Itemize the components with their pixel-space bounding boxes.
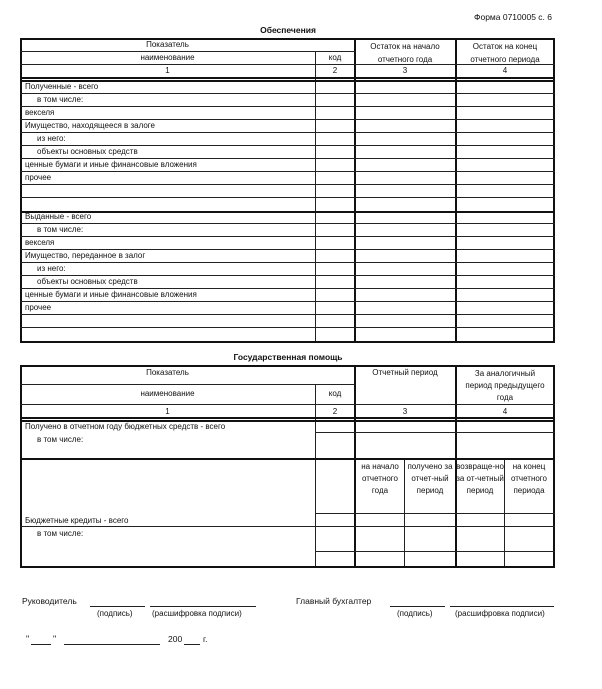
table2-col4-num: 4 xyxy=(502,407,508,416)
table1-row-line xyxy=(20,314,555,315)
accountant-label: Главный бухгалтер xyxy=(296,596,372,606)
date-year-suffix: г. xyxy=(203,634,208,644)
table1-row-line xyxy=(20,288,555,289)
accountant-decode-line[interactable] xyxy=(450,606,554,607)
head-sign-line[interactable] xyxy=(90,606,145,607)
table1-row-line xyxy=(20,249,555,250)
head-decode-caption: (расшифровка подписи) xyxy=(152,609,242,618)
accountant-decode-caption: (расшифровка подписи) xyxy=(455,609,545,618)
table1-col2-num: 2 xyxy=(332,66,338,75)
table1-end-header: Остаток на конец отчетного периода xyxy=(470,42,540,64)
table2-col1-num: 1 xyxy=(165,407,170,416)
table1-row-line xyxy=(20,145,555,146)
table1-indicator-header: Показатель xyxy=(146,40,189,49)
date-day-line[interactable] xyxy=(31,644,51,645)
table1-row-line xyxy=(20,262,555,263)
table2-prev-header: За аналогичный период предыдущего года xyxy=(465,369,545,402)
head-label: Руководитель xyxy=(22,596,77,606)
table2-col3-num: 3 xyxy=(402,407,408,416)
subheader-end: на конец отчетного периода xyxy=(510,462,547,495)
row-received-budget: Получено в отчетном году бюджетных средств - всего xyxy=(25,422,226,431)
table1-start-header: Остаток на начало отчетного года xyxy=(370,42,440,64)
table1-row-label: ценные бумаги и иные финансовые вложения xyxy=(25,290,197,299)
table1-row-line xyxy=(20,236,555,237)
table1-row-line xyxy=(20,223,555,224)
table1-row-label: в том числе: xyxy=(37,95,84,104)
table1-row-label: ценные бумаги и иные финансовые вложения xyxy=(25,160,197,169)
table1-row-label: Полученные - всего xyxy=(25,82,99,91)
table2-indicator-header: Показатель xyxy=(146,368,189,377)
table1-row-label: объекты основных средств xyxy=(37,147,138,156)
row-budget-credits: Бюджетные кредиты - всего xyxy=(25,516,129,525)
table1-row-label: Имущество, переданное в залог xyxy=(25,251,146,260)
table1-col1-num: 1 xyxy=(165,66,170,75)
table1-row-line xyxy=(20,119,555,120)
subheader-start: на начало отчетного года xyxy=(361,462,399,495)
table1-row-label: прочее xyxy=(25,173,52,182)
subheader-returned: возвраще-но за от-четный период xyxy=(456,462,504,495)
table1-row-line xyxy=(20,327,555,328)
table2-col2-num: 2 xyxy=(332,407,338,416)
table1-row-line xyxy=(20,132,555,133)
table1-row-label: из него: xyxy=(37,134,66,143)
date-month-line[interactable] xyxy=(64,644,160,645)
table1-code-header: код xyxy=(328,53,342,62)
row-including-2: в том числе: xyxy=(37,529,84,538)
head-decode-line[interactable] xyxy=(150,606,256,607)
table1-title: Обеспечения xyxy=(260,25,316,35)
table1-row-line xyxy=(20,158,555,159)
head-sign-caption: (подпись) xyxy=(97,609,133,618)
date-quote-close: " xyxy=(53,634,57,644)
table1-row-line xyxy=(20,275,555,276)
accountant-sign-caption: (подпись) xyxy=(397,609,433,618)
table1-col3-num: 3 xyxy=(402,66,408,75)
table1-name-header: наименование xyxy=(140,53,195,62)
date-year-prefix: 200 xyxy=(168,634,183,644)
date-quote-open: " xyxy=(26,634,30,644)
table1-row-label: Выданные - всего xyxy=(25,212,92,221)
table1-row-label: в том числе: xyxy=(37,225,84,234)
row-including-1: в том числе: xyxy=(37,435,84,444)
table1-row-label: Имущество, находящееся в залоге xyxy=(25,121,155,130)
form-id: Форма 0710005 с. 6 xyxy=(474,12,553,22)
table1-row-label: векселя xyxy=(25,238,55,247)
table1-row-line xyxy=(20,197,555,198)
table1-row-line xyxy=(20,93,555,94)
table1-col4-num: 4 xyxy=(502,66,508,75)
table1-row-line xyxy=(20,184,555,185)
table1-row-label: векселя xyxy=(25,108,55,117)
table2-period-header: Отчетный период xyxy=(372,368,438,377)
table1-row-label: прочее xyxy=(25,303,52,312)
table2-name-header: наименование xyxy=(140,389,195,398)
table2-code-header: код xyxy=(328,389,342,398)
table1-row-line xyxy=(20,106,555,107)
subheader-received: получено за отчет-ный период xyxy=(407,462,453,495)
table1-row-line xyxy=(20,171,555,172)
table1-row-label: объекты основных средств xyxy=(37,277,138,286)
table1-row-line xyxy=(20,301,555,302)
accountant-sign-line[interactable] xyxy=(390,606,445,607)
date-year-line[interactable] xyxy=(184,644,200,645)
table2-title: Государственная помощь xyxy=(233,352,343,362)
table1-row-label: из него: xyxy=(37,264,66,273)
